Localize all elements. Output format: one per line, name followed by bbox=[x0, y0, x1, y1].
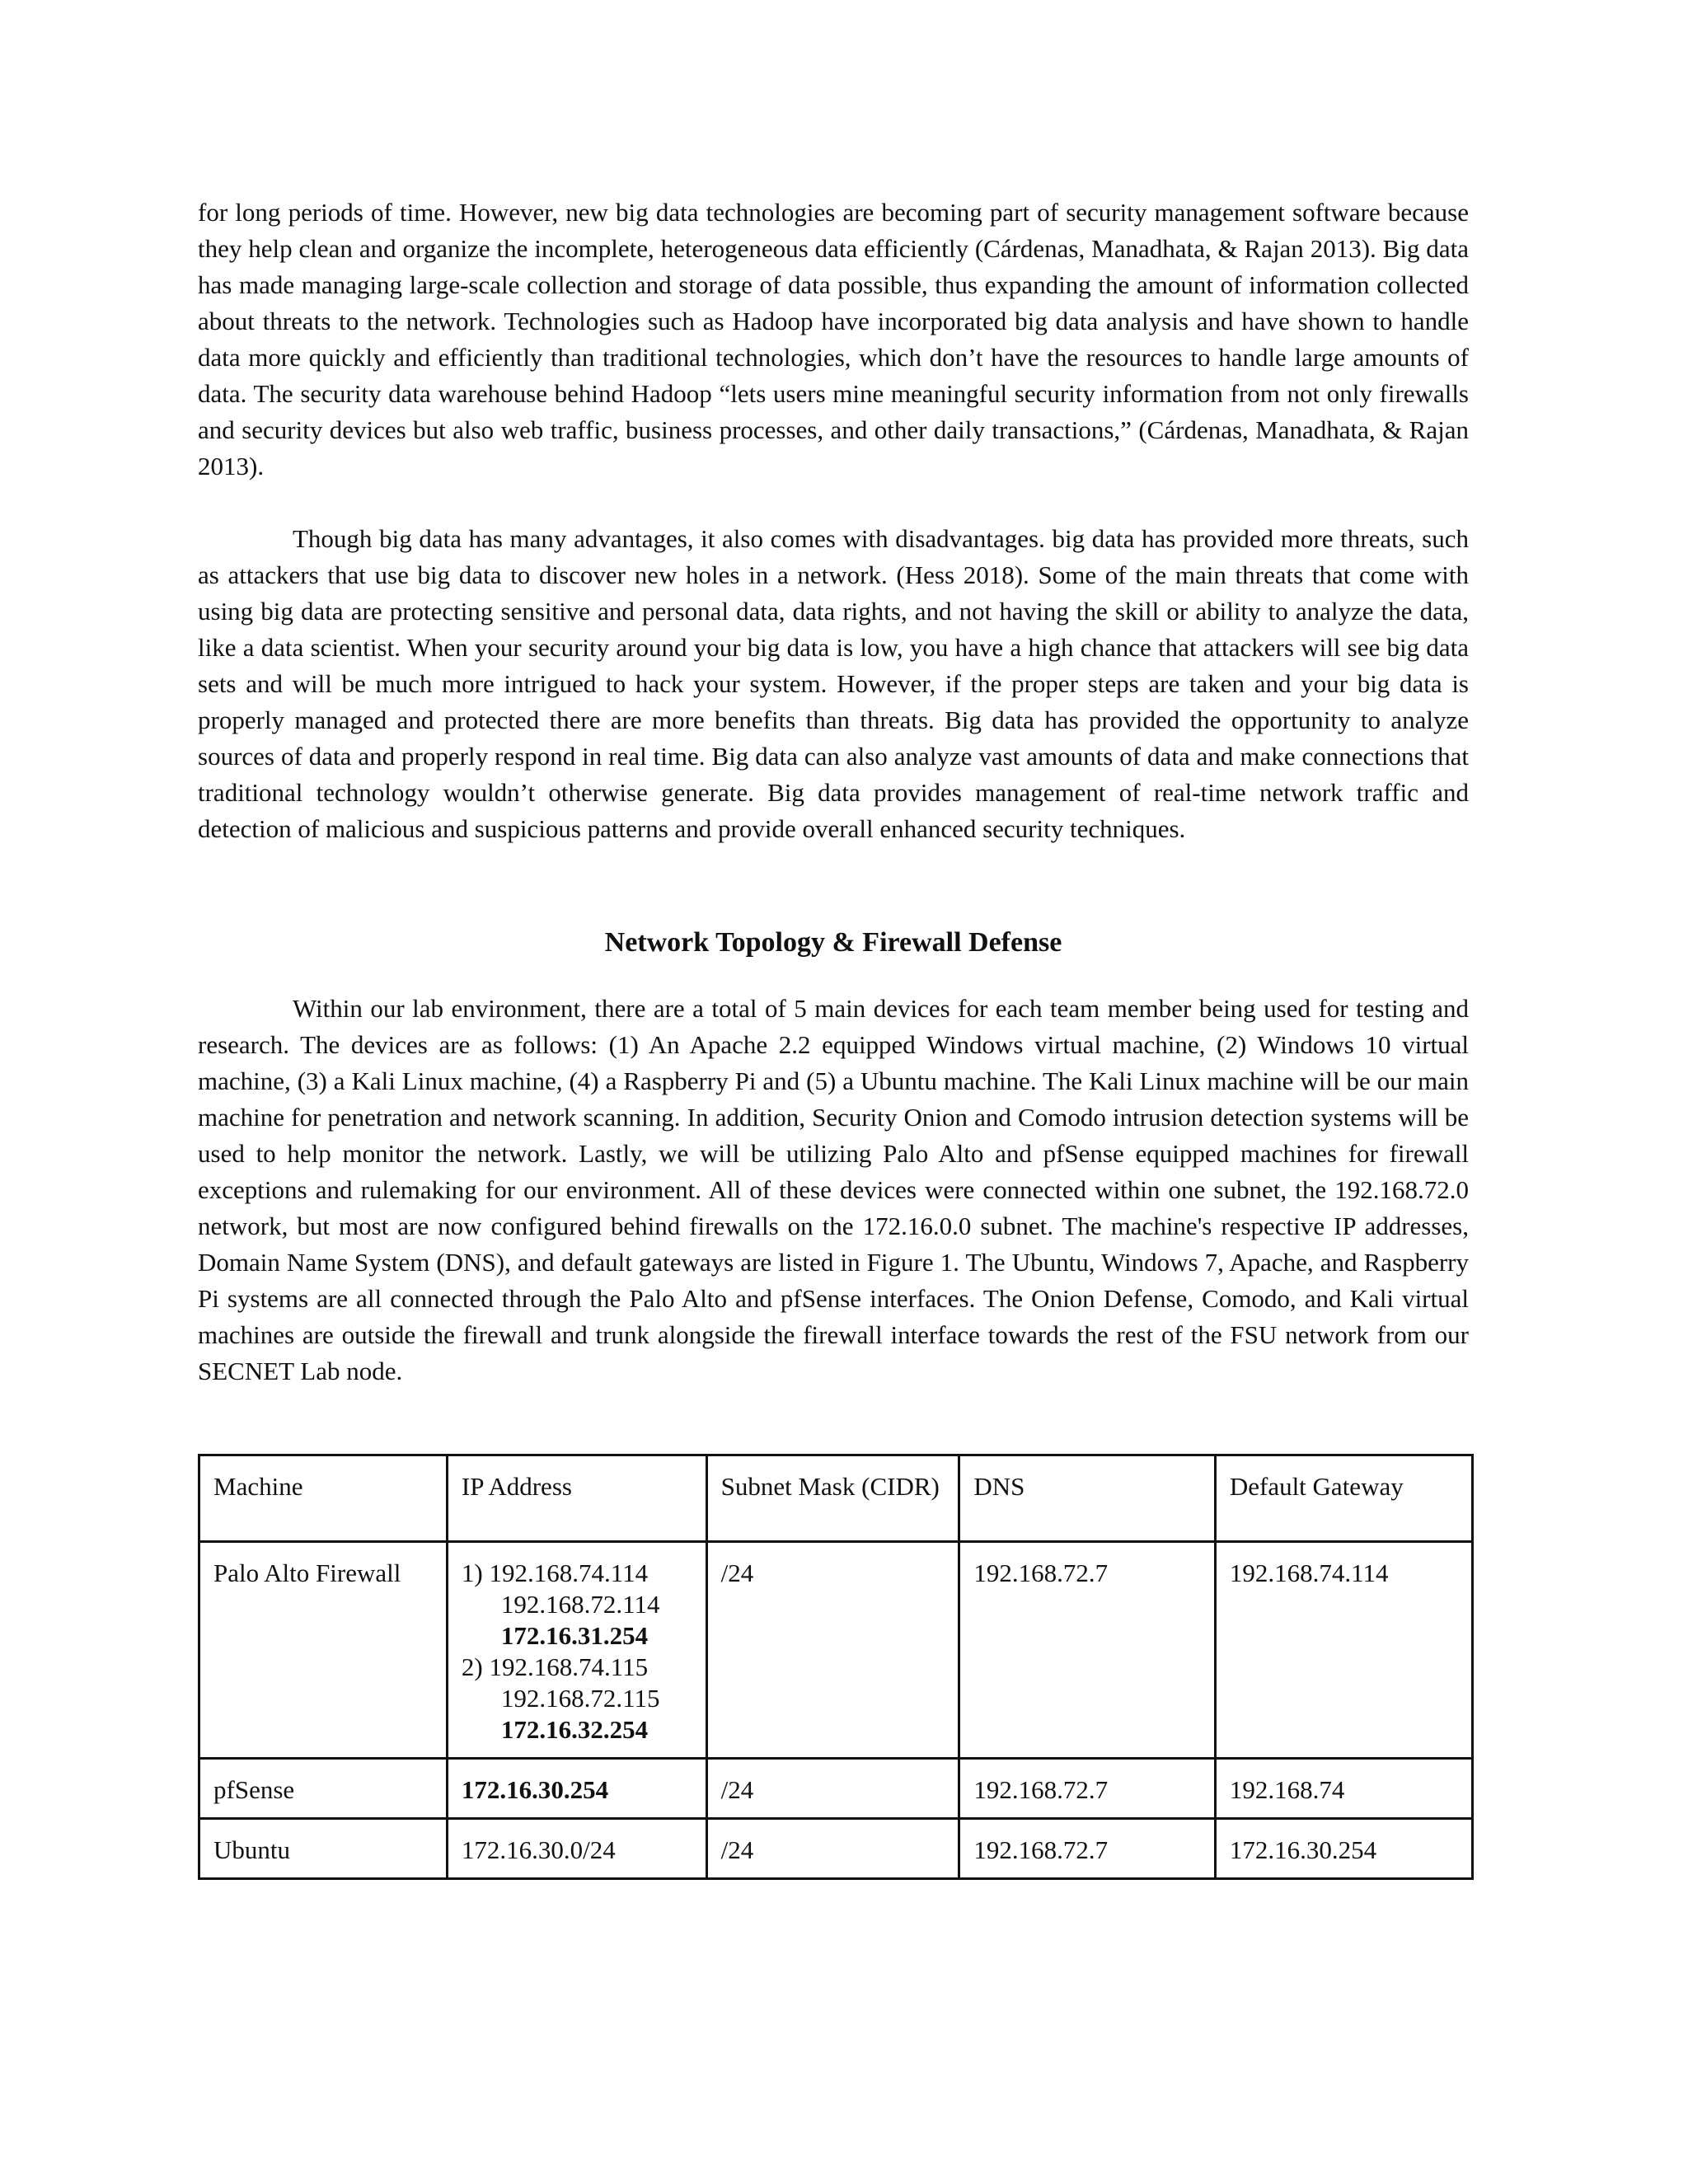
header-dns: DNS bbox=[959, 1455, 1215, 1542]
cell-dns: 192.168.72.7 bbox=[959, 1759, 1215, 1819]
cell-machine: Palo Alto Firewall bbox=[199, 1542, 448, 1759]
table-row bbox=[199, 1819, 1473, 1879]
cell-subnet: /24 bbox=[706, 1819, 959, 1879]
cell-gateway: 192.168.74 bbox=[1215, 1759, 1472, 1819]
body-paragraph-2: Though big data has many advantages, it also comes with disadvantages. big data has provided more threats, such as attackers that use big data to discover new holes in a network. (Hess 2018). Some of the main threats that come with using big data are protecting sensitive and personal data, data rights, and not having the skill or ability to analyze the data, like a data scientist. When your security around your big data is low, you have a high chance that attackers will see big data sets and will be much more intrigued to hack your system. However, if the proper steps are taken and your big data is properly managed and protected there are more benefits than threats. Big data has provided the opportunity to analyze sources of data and properly respond in real time. Big data can also analyze vast amounts of data and make connections that traditional technology wouldn’t otherwise generate. Big data provides management of real-time network traffic and detection of malicious and suspicious patterns and provide overall enhanced security techniques. bbox=[198, 524, 1469, 843]
table-row bbox=[199, 1542, 1473, 1759]
ip-line: 192.168.72.115 bbox=[500, 1684, 660, 1713]
ip-line: 172.16.32.254 bbox=[500, 1715, 649, 1744]
cell-ip-address: 172.16.30.0/24 bbox=[447, 1819, 706, 1879]
cell-ip-address: 172.16.30.254 bbox=[447, 1759, 706, 1819]
header-ip-address: IP Address bbox=[447, 1455, 706, 1542]
cell-machine: Ubuntu bbox=[199, 1819, 448, 1879]
network-table bbox=[198, 1454, 1474, 1880]
cell-subnet: /24 bbox=[706, 1759, 959, 1819]
document-page bbox=[198, 194, 1469, 1880]
table-header-row bbox=[199, 1455, 1473, 1542]
table-row bbox=[199, 1759, 1473, 1819]
header-subnet-mask: Subnet Mask (CIDR) bbox=[706, 1455, 959, 1542]
ip-line: 172.16.31.254 bbox=[500, 1621, 649, 1650]
cell-ip-address bbox=[447, 1542, 706, 1759]
cell-gateway: 172.16.30.254 bbox=[1215, 1819, 1472, 1879]
header-default-gateway: Default Gateway bbox=[1215, 1455, 1472, 1542]
cell-dns: 192.168.72.7 bbox=[959, 1542, 1215, 1759]
header-machine: Machine bbox=[199, 1455, 448, 1542]
ip-line: 1) 192.168.74.114 bbox=[461, 1558, 649, 1587]
ip-line: 192.168.72.114 bbox=[500, 1590, 660, 1619]
cell-dns: 192.168.72.7 bbox=[959, 1819, 1215, 1879]
cell-gateway: 192.168.74.114 bbox=[1215, 1542, 1472, 1759]
cell-machine: pfSense bbox=[199, 1759, 448, 1819]
ip-line: 2) 192.168.74.115 bbox=[461, 1652, 649, 1681]
body-paragraph-3: Within our lab environment, there are a total of 5 main devices for each team member being used for testing and research. The devices are as follows: (1) An Apache 2.2 equipped Windows virtual machine, (2) Windows 10 virtual machine, (3) a Kali Linux machine, (4) a Raspberry Pi and (5) a Ubuntu machine. The Kali Linux machine will be our main machine for penetration and network scanning. In addition, Security Onion and Comodo intrusion detection systems will be used to help monitor the network. Lastly, we will be utilizing Palo Alto and pfSense equipped machines for firewall exceptions and rulemaking for our environment. All of these devices were connected within one subnet, the 192.168.72.0 network, but most are now configured behind firewalls on the 172.16.0.0 subnet. The machine's respective IP addresses, Domain Name System (DNS), and default gateways are listed in Figure 1. The Ubuntu, Windows 7, Apache, and Raspberry Pi systems are all connected through the Palo Alto and pfSense interfaces. The Onion Defense, Comodo, and Kali virtual machines are outside the firewall and trunk alongside the firewall interface towards the rest of the FSU network from our SECNET Lab node. bbox=[198, 994, 1469, 1385]
cell-subnet: /24 bbox=[706, 1542, 959, 1759]
body-paragraph-1: for long periods of time. However, new big data technologies are becoming part of security management software because they help clean and organize the incomplete, heterogeneous data efficiently (Cárdenas, Manadhata, & Rajan 2013). Big data has made managing large-scale collection and storage of data possible, thus expanding the amount of information collected about threats to the network. Technologies such as Hadoop have incorporated big data analysis and have shown to handle data more quickly and efficiently than traditional technologies, which don’t have the resources to handle large amounts of data. The security data warehouse behind Hadoop “lets users mine meaningful security information from not only firewalls and security devices but also web traffic, business processes, and other daily transactions,” (Cárdenas, Manadhata, & Rajan 2013). bbox=[198, 198, 1469, 480]
section-heading: Network Topology & Firewall Defense bbox=[604, 927, 1062, 958]
